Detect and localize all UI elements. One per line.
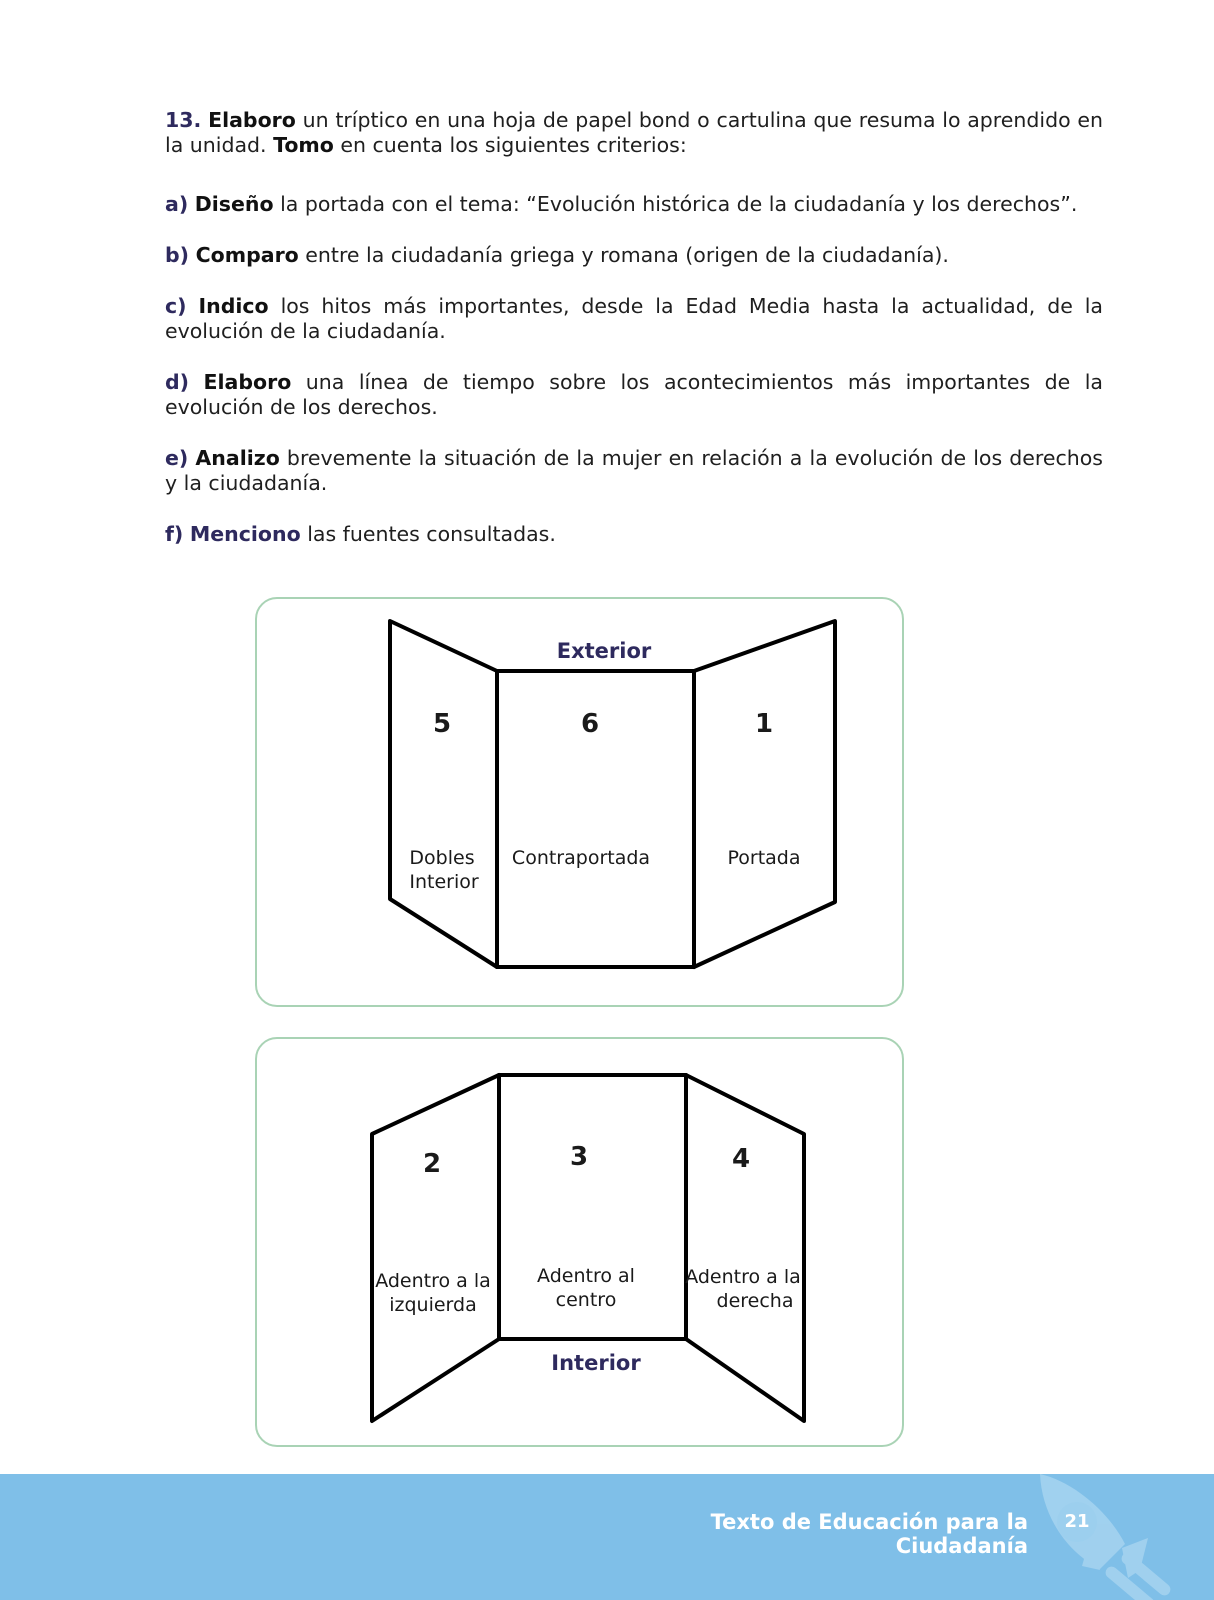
exterior-panel-right — [694, 621, 835, 967]
panel-caption: Interior — [409, 871, 479, 893]
panel-caption: izquierda — [389, 1294, 477, 1316]
interior-title: Interior — [551, 1351, 641, 1375]
criterion-e — [165, 446, 1103, 496]
criterion-text: la portada con el tema: “Evolución histórica de la ciudadanía y los derechos”. — [273, 192, 1078, 216]
instruction-verb-2: Tomo — [273, 133, 334, 157]
criterion-label: c) — [165, 294, 187, 318]
page-number: 21 — [1057, 1502, 1097, 1542]
rocket-icon — [1030, 1474, 1214, 1600]
footer-title: Texto de Educación para la Ciudadanía — [710, 1510, 1028, 1558]
criterion-verb: Analizo — [195, 446, 280, 470]
criterion-label: a) — [165, 192, 189, 216]
panel-caption: Adentro al — [537, 1265, 635, 1287]
panel-number: 4 — [731, 1144, 751, 1174]
criterion-f — [165, 522, 1103, 547]
panel-caption: derecha — [716, 1290, 794, 1312]
criterion-verb: Menciono — [189, 522, 301, 546]
criterion-d — [165, 370, 1103, 420]
panel-caption: Contraportada — [511, 847, 651, 869]
panel-caption: centro — [555, 1289, 617, 1311]
panel-caption: Adentro a la — [685, 1266, 801, 1288]
criterion-label: e) — [165, 446, 189, 470]
criterion-verb: Indico — [198, 294, 269, 318]
criterion-label: f) — [165, 522, 184, 546]
activity-text — [165, 108, 1103, 573]
panel-caption: Dobles — [409, 847, 475, 869]
exterior-diagram-box — [255, 597, 904, 1007]
page-footer — [0, 1474, 1214, 1600]
criterion-text: los hitos más importantes, desde la Edad Media hasta la actualidad, de la evolución de la ciudadanía. — [165, 294, 1103, 343]
interior-triptych — [257, 1039, 906, 1449]
criterion-a — [165, 192, 1103, 217]
instruction-paragraph — [165, 108, 1103, 158]
panel-caption: Portada — [727, 847, 801, 869]
exterior-panels — [390, 621, 835, 967]
interior-diagram-box — [255, 1037, 904, 1447]
criterion-text: brevemente la situación de la mujer en relación a la evolución de los derechos y la ciudadanía. — [165, 446, 1103, 495]
interior-panel-left — [372, 1075, 499, 1421]
criterion-verb: Diseño — [194, 192, 274, 216]
criterion-text: entre la ciudadanía griega y romana (origen de la ciudadanía). — [298, 243, 949, 267]
instruction-text-1: un tríptico en una hoja de papel bond o cartulina que resuma lo aprendido en la unidad. — [165, 108, 1103, 157]
criterion-label: d) — [165, 370, 190, 394]
instruction-verb-1: Elaboro — [208, 108, 296, 132]
criterion-text: las fuentes consultadas. — [300, 522, 556, 546]
criterion-c — [165, 294, 1103, 344]
criterion-text: una línea de tiempo sobre los acontecimientos más importantes de la evolución de los derechos. — [165, 370, 1103, 419]
exterior-panel-left — [390, 621, 497, 967]
exterior-title: Exterior — [556, 639, 652, 663]
panel-caption: Adentro a la — [375, 1270, 491, 1292]
interior-panel-right — [686, 1075, 804, 1421]
instruction-number: 13. — [165, 108, 202, 132]
panel-number: 6 — [580, 709, 600, 739]
criterion-label: b) — [165, 243, 190, 267]
panel-number: 3 — [569, 1142, 589, 1172]
instruction-text-2: en cuenta los siguientes criterios: — [333, 133, 687, 157]
criterion-verb: Elaboro — [203, 370, 292, 394]
panel-number: 1 — [754, 709, 774, 739]
criterion-b — [165, 243, 1103, 268]
panel-number: 5 — [432, 709, 452, 739]
criterion-verb: Comparo — [195, 243, 299, 267]
panel-number: 2 — [422, 1149, 442, 1179]
exterior-triptych — [257, 599, 906, 1009]
